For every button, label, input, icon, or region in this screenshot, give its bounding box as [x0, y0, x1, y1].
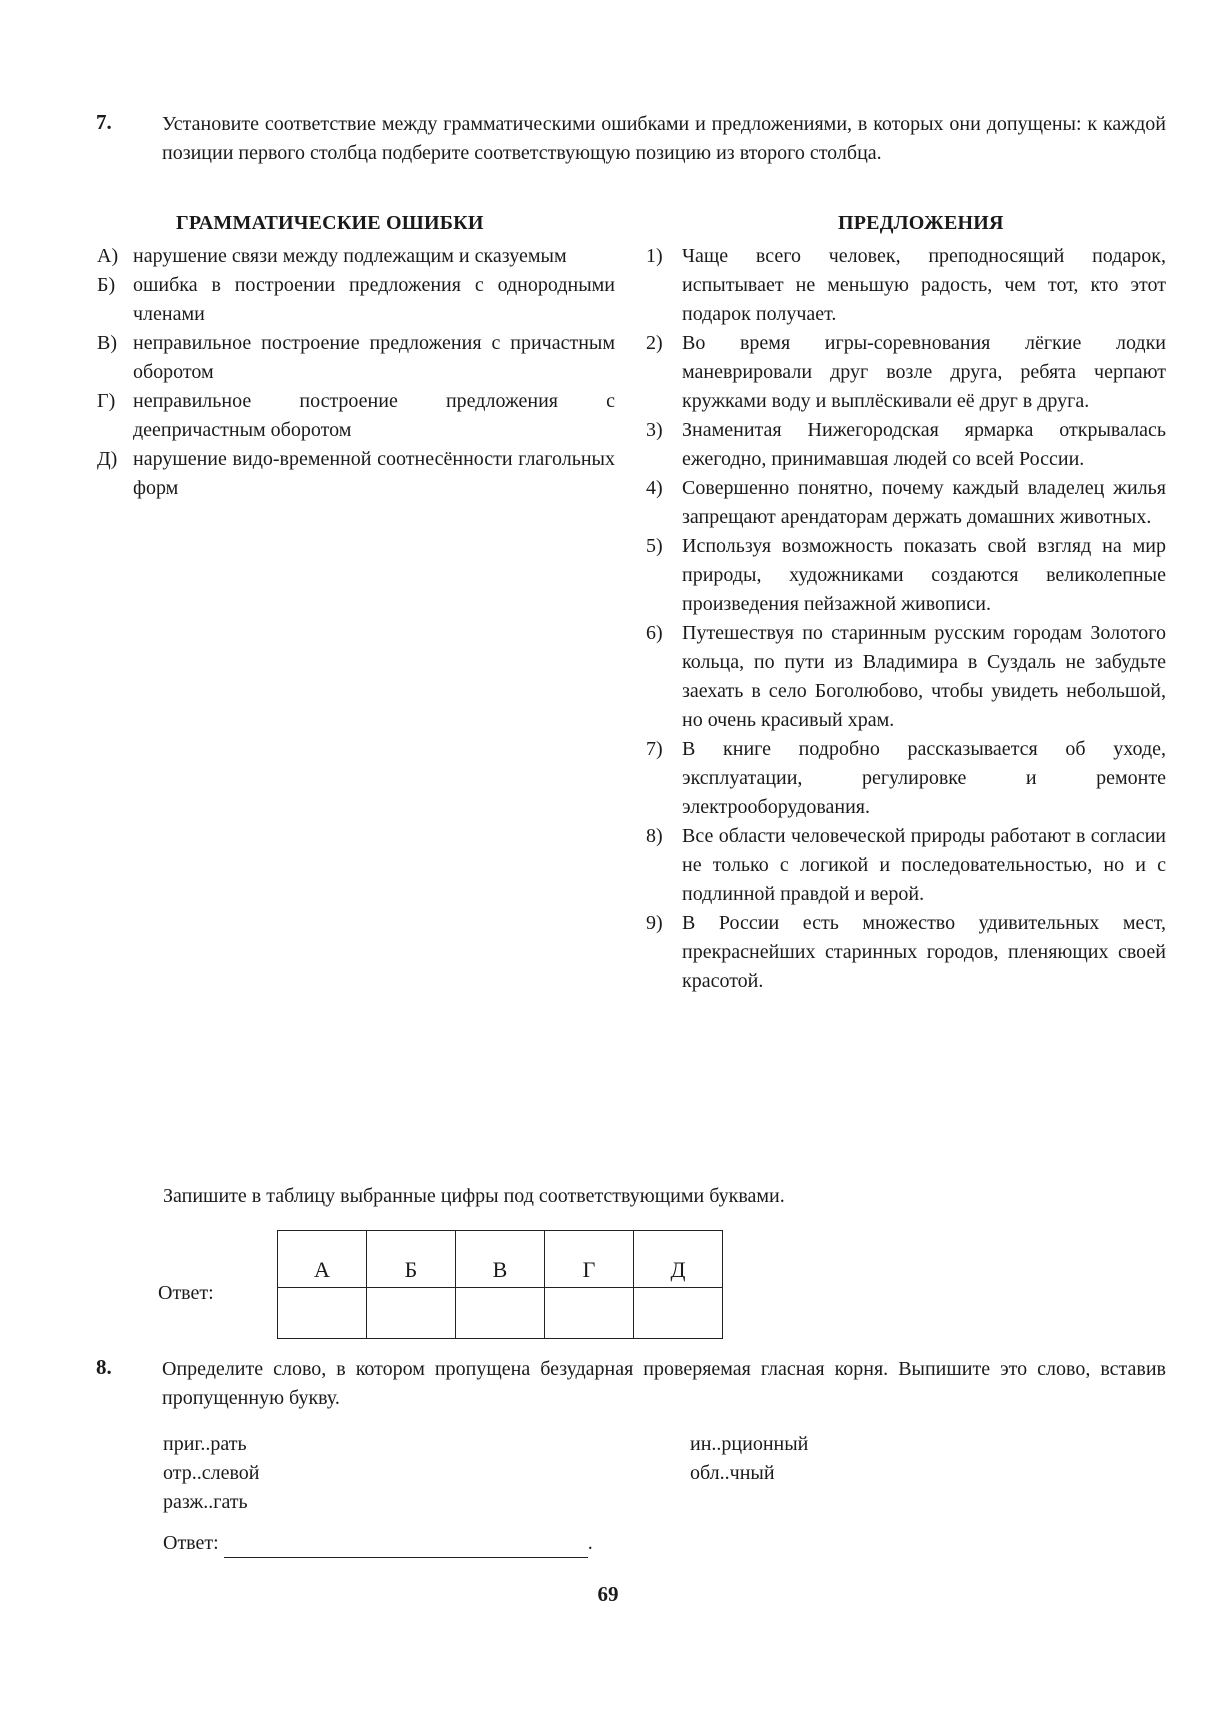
answer-cell[interactable]: [634, 1288, 723, 1339]
page-number: 69: [597, 1582, 619, 1606]
errors-column-header: ГРАММАТИЧЕСКИЕ ОШИБКИ: [176, 212, 484, 234]
task-7-prompt: Установите соответствие между грамматическими ошибками и предложениями, в которых они допущены: к каждой позиции первого столбца подберите соответствующую позицию из второго столбца.: [162, 113, 1166, 164]
error-item: Г) неправильное построение предложения с деепричастным оборотом: [97, 390, 615, 441]
task-8-prompt: Определите слово, в котором пропущена безударная проверяемая гласная корня. Выпишите это слово, вставив пропущенную букву.: [162, 1358, 1166, 1409]
answer-cell[interactable]: [278, 1288, 367, 1339]
error-item: Б) ошибка в построении предложения с однородными членами: [97, 274, 615, 325]
answer-table-letter: А: [278, 1231, 367, 1288]
sentence-item: 9) В России есть множество удивительных мест, прекраснейших старинных городов, пленяющих своей красотой.: [646, 912, 1166, 992]
sentence-item: 8) Все области человеческой природы работают в согласии не только с логикой и последовательностью, но и с подлинной правдой и верой.: [646, 825, 1166, 905]
answer-table: [277, 1230, 723, 1339]
word-options-left: [163, 1430, 259, 1517]
answer-line[interactable]: [224, 1537, 588, 1558]
word-option: разж..гать: [163, 1491, 248, 1513]
error-item: В) неправильное построение предложения с причастным оборотом: [97, 332, 615, 383]
sentence-item: 2) Во время игры-соревнования лёгкие лодки маневрировали друг возле друга, ребята черпают кружками воду и выплёскивали её друг в друга.: [646, 332, 1166, 412]
sentence-item: 3) Знаменитая Нижегородская ярмарка открывалась ежегодно, принимавшая людей со всей России.: [646, 419, 1166, 470]
sentences-list: [646, 242, 1166, 996]
table-instruction: Запишите в таблицу выбранные цифры под соответствующими буквами.: [163, 1185, 785, 1207]
word-option: приг..рать: [163, 1433, 247, 1455]
error-item: Д) нарушение видо-временной соотнесённости глагольных форм: [97, 448, 615, 499]
answer-cell[interactable]: [367, 1288, 456, 1339]
sentence-item: 4) Совершенно понятно, почему каждый владелец жилья запрещают арендаторам держать домашних животных.: [646, 477, 1166, 528]
errors-list: [97, 242, 615, 503]
answer-table-letter: Г: [545, 1231, 634, 1288]
task-7-number: 7.: [96, 110, 112, 134]
task-7-answer-label: Ответ:: [158, 1282, 214, 1304]
word-options-right: [690, 1430, 808, 1488]
task-8-number: 8.: [96, 1355, 112, 1379]
sentence-item: 7) В книге подробно рассказывается об уходе, эксплуатации, регулировке и ремонте электрооборудования.: [646, 738, 1166, 818]
word-option: обл..чный: [690, 1462, 775, 1484]
answer-table-letter: Б: [367, 1231, 456, 1288]
answer-table-letter: Д: [634, 1231, 723, 1288]
answer-table-letter: В: [456, 1231, 545, 1288]
word-option: ин..рционный: [690, 1433, 809, 1455]
answer-cell[interactable]: [545, 1288, 634, 1339]
sentences-column-header: ПРЕДЛОЖЕНИЯ: [838, 212, 1004, 234]
task-8-answer: [163, 1529, 593, 1558]
word-option: отр..слевой: [163, 1462, 260, 1484]
sentence-item: 6) Путешествуя по старинным русским городам Золотого кольца, по пути из Владимира в Суздаль не забудьте заехать в село Боголюбово, чтобы увидеть небольшой, но очень красивый храм.: [646, 622, 1166, 731]
task-8: [96, 1355, 1166, 1413]
sentence-item: 1) Чаще всего человек, преподносящий подарок, испытывает не меньшую радость, чем тот, кто этот подарок получает.: [646, 245, 1166, 325]
task-8-answer-label: Ответ:: [163, 1532, 219, 1554]
answer-cell[interactable]: [456, 1288, 545, 1339]
error-item: А) нарушение связи между подлежащим и сказуемым: [97, 245, 567, 267]
task-7: [96, 110, 1166, 168]
sentence-item: 5) Используя возможность показать свой взгляд на мир природы, художниками создаются великолепные произведения пейзажной живописи.: [646, 535, 1166, 615]
answer-period: .: [587, 1532, 593, 1554]
